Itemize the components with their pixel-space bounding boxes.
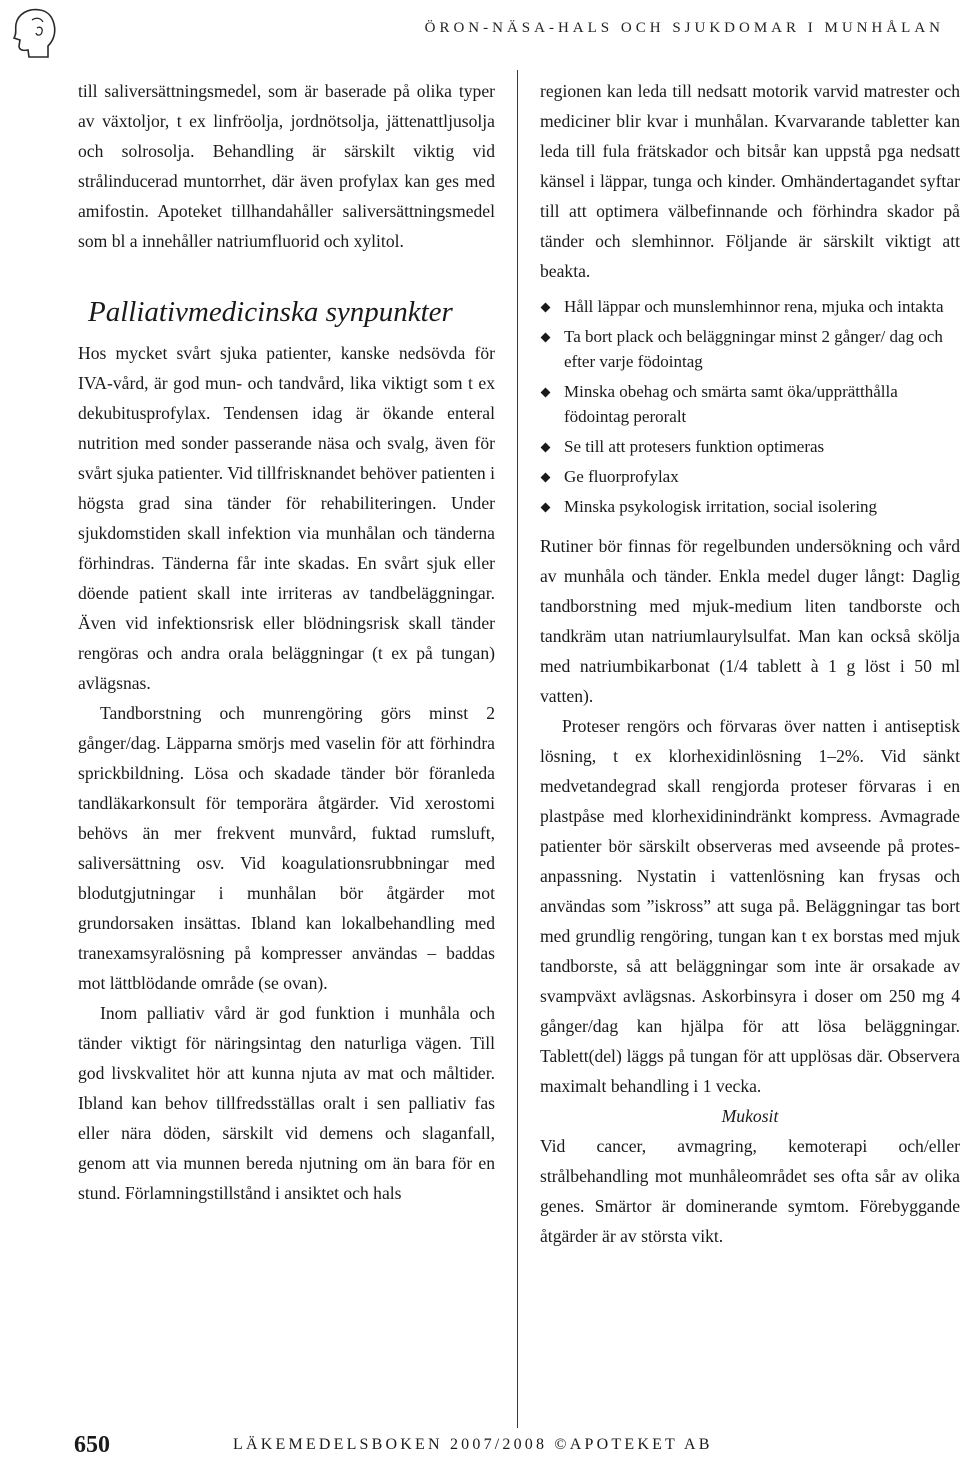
intro-paragraph: till saliversättningsmedel, som är baserade på olika typer av växtoljor, t ex linfröolja, jordnötsolja, jättenattljusolja och solrosolja. Behandling är särskilt viktig vid strålinducerad muntorrhet, där även profylax kan ges med amifostin. Apoteket tillhandahåller saliversättningsmedel som bl a innehåller natriumfluorid och xylitol. <box>78 81 495 251</box>
list-item <box>540 464 960 489</box>
list-item <box>540 324 960 374</box>
page-number: 650 <box>74 1432 110 1458</box>
list-item-text: Ge fluorprofylax <box>564 467 679 486</box>
body-paragraph: Rutiner bör finnas för regelbunden undersökning och vård av munhåla och tänder. Enkla medel duger långt: Daglig tandborstning med mjuk-medium liten tandborste och tandkräm utan natriumlaurylsulfat. Man kan också skölja med natriumbikarbonat (1/4 tablett à 1 g löst i 50 ml vatten). <box>540 536 960 706</box>
section-title: Palliativmedicinska synpunkter <box>88 296 453 328</box>
diamond-bullet-icon <box>541 303 551 313</box>
diamond-bullet-icon <box>541 443 551 453</box>
list-item-text: Minska obehag och smärta samt öka/upprätthålla födointag peroralt <box>564 382 898 426</box>
body-paragraph: Hos mycket svårt sjuka patienter, kanske nedsövda för IVA-vård, är god mun- och tandvård, lika viktigt som t ex dekubitusprofylax. Tendensen idag är ökande enteral nutrition med sonder passerande näsa och svalg, även för svårt sjuka patienter. Vid tillfrisknandet behöver patienten i högsta grad sina tänder för rehabiliteringen. Under sjukdomstiden skall infektion via munhålan och tänderna förhindras. Tänderna får inte skadas. En svårt sjuk eller döende patient skall inte irriteras av tandbeläggningar. Även vid infektionsrisk eller blödningsrisk skall tänder rengöras och andra orala beläggningar (t ex på tungan) avlägsnas. <box>78 343 495 693</box>
page-footer <box>0 1428 960 1462</box>
body-paragraph: Proteser rengörs och förvaras över natten i antiseptisk lösning, t ex klorhexidinlösning 1–2%. Vid sänkt medvetandegrad skall rengjorda proteser förvaras i en plastpåse med klorhexidinindränkt kompress. Avmagrade patienter bör särskilt observeras med avseende på protesanpassning. Nystatin i vattenlösning kan frysas och användas som ”iskross” att suga på. Beläggningar tas bort med grundlig rengöring, tungan kan t ex borstas med mjuk tandborste, så att beläggningar som inte är orsakade av svampväxt avlägsnas. Askorbinsyra i doser om 250 mg 4 gånger/dag kan hjälpa för att lösa beläggningar. Tablett(del) läggs på tungan för att upplösas där. Observera maximalt behandling i 1 vecka. <box>540 716 960 1096</box>
subheading-mukosit: Mukosit <box>721 1106 779 1126</box>
column-divider <box>517 70 518 1428</box>
diamond-bullet-icon <box>541 473 551 483</box>
list-item-text: Håll läppar och munslemhinnor rena, mjuka och intakta <box>564 297 944 316</box>
left-column <box>78 76 495 1208</box>
right-column <box>540 76 960 1251</box>
list-item <box>540 434 960 459</box>
list-item-text: Minska psykologisk irritation, social isolering <box>564 497 878 516</box>
final-paragraph: Vid cancer, avmagring, kemoterapi och/eller strålbehandling mot munhåleområdet ses ofta sår av olika genes. Smärtor är dominerande symtom. Förebyggande åtgärder är av största vikt. <box>540 1136 960 1246</box>
bullet-list <box>540 294 960 519</box>
diamond-bullet-icon <box>541 503 551 513</box>
body-paragraph: Inom palliativ vård är god funktion i munhåla och tänder viktigt för näringsintag den naturliga vägen. Till god livskvalitet hör att kunna njuta av mat och måltider. Ibland kan behov tillfredsställas oralt i sen palliativ fas eller nära döden, särskilt vid demens och slaganfall, genom att via munnen bereda njutning om än bara för en stund. Förlamningstillstånd i ansiktet och hals <box>78 1003 495 1203</box>
list-item-text: Ta bort plack och beläggningar minst 2 gånger/ dag och efter varje födointag <box>564 327 943 371</box>
head-profile-icon <box>10 6 58 60</box>
page-header <box>0 0 960 70</box>
list-item <box>540 379 960 429</box>
list-item <box>540 294 960 319</box>
list-item <box>540 494 960 519</box>
body-paragraph: Tandborstning och munrengöring görs minst 2 gånger/dag. Läpparna smörjs med vaselin för att förhindra sprickbildning. Lösa och skadade tänder bör föranleda tandläkarkonsult för temporära åtgärder. Vid xerostomi behövs än mer frekvent munvård, fuktad rumsluft, saliversättning osv. Vid koagulationsrubbningar med blodutgjutningar i munhålan bör åtgärder mot grundorsaken insättas. Ibland kan lokalbehandling med tranexamsyralösning på kompresser användas – baddas mot lättblödande område (se ovan). <box>78 703 495 993</box>
list-item-text: Se till att protesers funktion optimeras <box>564 437 825 456</box>
diamond-bullet-icon <box>541 333 551 343</box>
diamond-bullet-icon <box>541 388 551 398</box>
running-head: ÖRON-NÄSA-HALS OCH SJUKDOMAR I MUNHÅLAN <box>424 20 944 36</box>
footer-book-info: LÄKEMEDELSBOKEN 2007/2008 ©APOTEKET AB <box>233 1436 713 1453</box>
continuation-paragraph: regionen kan leda till nedsatt motorik varvid matrester och mediciner blir kvar i munhålan. Kvarvarande tabletter kan leda till fula frätskador och bitsår kan uppstå pga nedsatt känsel i läppar, tunga och kinder. Omhändertagandet syftar till att optimera välbefinnande och förhindra skador på tänder och slemhinnor. Följande är särskilt viktigt att beakta. <box>540 81 960 281</box>
